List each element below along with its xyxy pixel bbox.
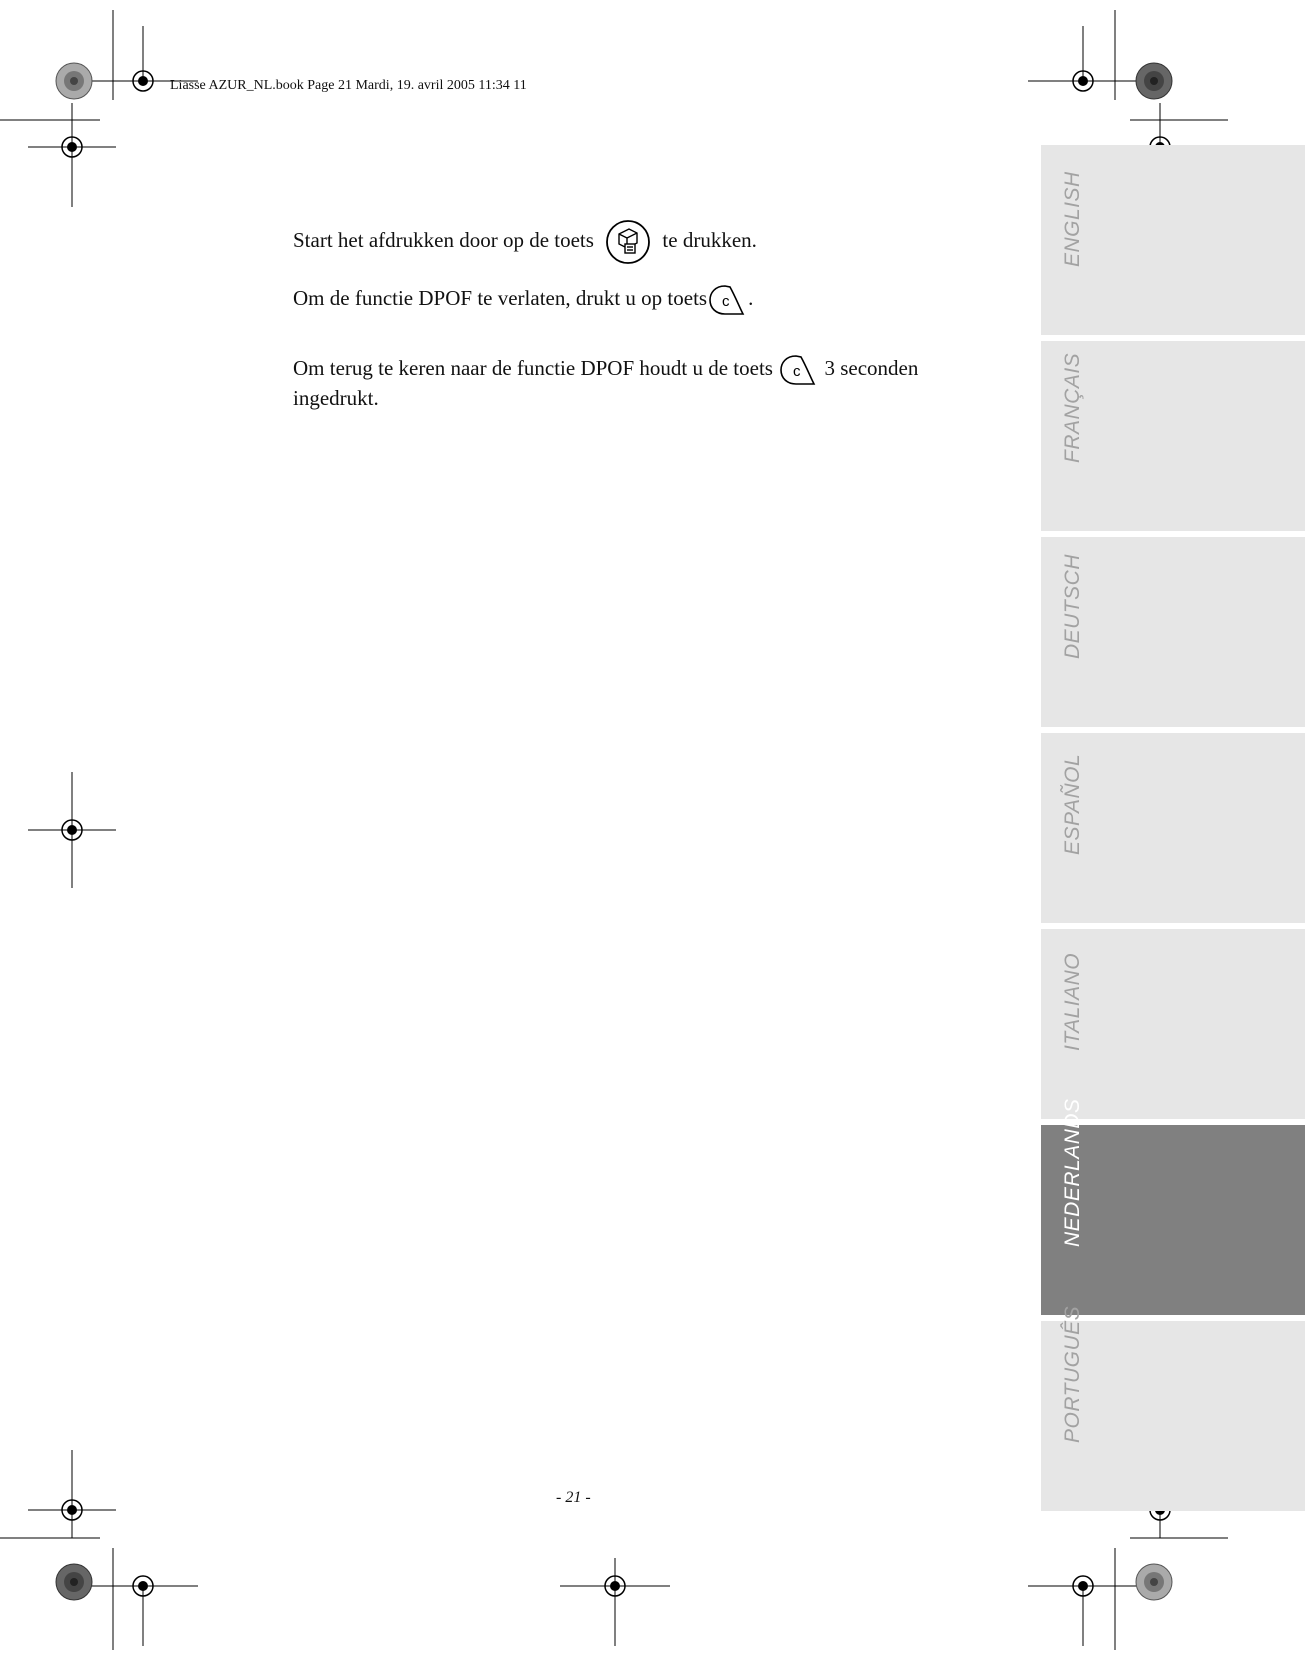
paragraph-exit-dpof <box>293 284 753 316</box>
language-tab-label: PORTUGUÊS <box>1061 1305 1084 1443</box>
paragraph-text: . <box>748 285 754 310</box>
c-key-icon <box>708 284 746 316</box>
page-number: - 21 - <box>556 1489 591 1506</box>
language-tab-label: ENGLISH <box>1061 171 1084 267</box>
crosshair-registration-icon <box>28 26 1204 1646</box>
paragraph-print <box>293 219 757 265</box>
language-tab-portugues <box>1041 1305 1305 1511</box>
paragraph-text: ingedrukt. <box>293 386 379 410</box>
language-tab-label: FRANÇAIS <box>1061 352 1084 463</box>
paragraph-text: Om terug te keren naar de functie DPOF houdt u de toets <box>293 355 773 380</box>
c-key-letter: c <box>793 363 801 380</box>
language-tab-deutsch <box>1041 537 1305 727</box>
language-tab-espanol <box>1041 733 1305 923</box>
language-tab-label: NEDERLANDS <box>1061 1098 1084 1247</box>
language-sidebar <box>1041 145 1305 1517</box>
language-tab-label: ESPAÑOL <box>1061 753 1084 855</box>
language-tab-english <box>1041 145 1305 335</box>
paragraph-text: Om de functie DPOF te verlaten, drukt u op toets <box>293 285 708 310</box>
language-tab-italiano <box>1041 929 1305 1119</box>
paragraph-text: 3 seconden <box>824 355 919 380</box>
paragraph-text: te drukken. <box>662 227 757 252</box>
paragraph-text: Start het afdrukken door op de toets <box>293 227 594 252</box>
book-info-header: Liasse AZUR_NL.book Page 21 Mardi, 19. avril 2005 11:34 11 <box>170 78 527 93</box>
language-tab-label: DEUTSCH <box>1061 553 1084 659</box>
paragraph-return-dpof <box>293 354 918 410</box>
c-key-letter: c <box>722 293 730 310</box>
language-tab-label: ITALIANO <box>1061 952 1084 1051</box>
print-key-icon <box>605 219 651 265</box>
c-key-icon <box>779 354 817 386</box>
language-tab-francais <box>1041 341 1305 531</box>
language-tab-nederlands <box>1041 1098 1305 1315</box>
